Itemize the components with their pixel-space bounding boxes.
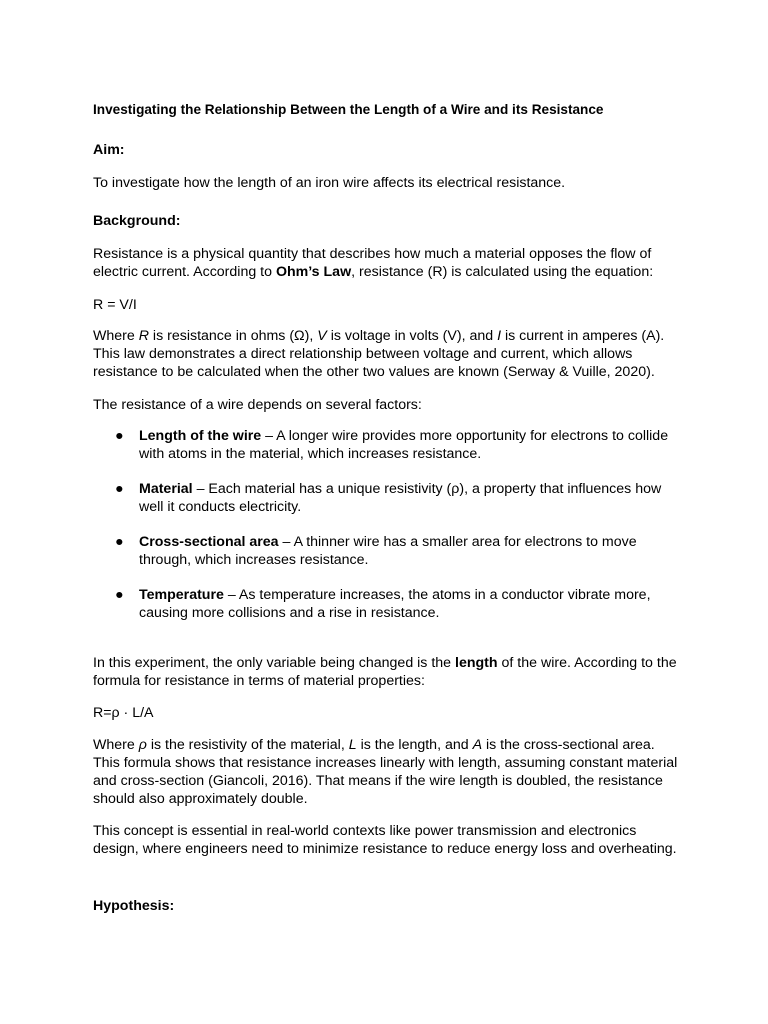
factor-term: Material bbox=[139, 481, 193, 497]
background-paragraph-2 bbox=[93, 327, 683, 381]
p5-text-c: is the cross-sectional area. This formula shows that resistance increases linearly with length, assuming constant material and cross-section (Giancoli, 2016). That means if the wire length is doubled, the resistance should also approximately double. bbox=[93, 737, 678, 807]
factor-term: Cross-sectional area bbox=[139, 534, 279, 550]
equation-ohms-law: R = V/I bbox=[93, 297, 137, 313]
p5-symbol-a: A bbox=[472, 737, 483, 753]
p5-text-a: is the resistivity of the material, bbox=[146, 737, 349, 753]
factor-text bbox=[139, 586, 677, 622]
factor-desc: – As temperature increases, the atoms in a conductor vibrate more, causing more collisions and a rise in resistance. bbox=[139, 587, 651, 621]
background-paragraph-4 bbox=[93, 654, 683, 690]
factor-desc: – A longer wire provides more opportunity for electrons to collide with atoms in the material, which increases resistance. bbox=[139, 428, 669, 462]
p4-text-b: of the wire. According to the formula for resistance in terms of material properties: bbox=[93, 655, 677, 689]
factor-text bbox=[139, 427, 677, 463]
p2-text-a: is resistance in ohms (Ω), bbox=[148, 328, 318, 344]
aim-heading: Aim: bbox=[93, 142, 125, 158]
background-paragraph-6: This concept is essential in real-world contexts like power transmission and electronics design, where engineers need to minimize resistance to reduce energy loss and overheating. bbox=[93, 823, 677, 857]
bullet-icon: ● bbox=[115, 534, 124, 550]
bullet-icon: ● bbox=[115, 481, 124, 497]
p2-where: Where bbox=[93, 328, 139, 344]
p2-text-c: is current in amperes (A). This law demonstrates a direct relationship between voltage and current, which allows resistance to be calculated when the other two values are known (Serway & Vuille, 2020). bbox=[93, 328, 665, 380]
p1-text-a: Resistance is a physical quantity that describes how much a material opposes the flow of electric current. According to bbox=[93, 246, 652, 280]
background-paragraph-1 bbox=[93, 245, 683, 281]
factor-term: Temperature bbox=[139, 587, 224, 603]
factor-desc: – A thinner wire has a smaller area for electrons to move through, which increases resistance. bbox=[139, 534, 637, 568]
ohms-law-term: Ohm’s Law bbox=[275, 264, 352, 280]
p4-text-a: In this experiment, the only variable being changed is the bbox=[93, 655, 456, 671]
document-title: Investigating the Relationship Between the Length of a Wire and its Resistance bbox=[93, 102, 604, 117]
length-term: length bbox=[455, 655, 498, 671]
background-paragraph-3: The resistance of a wire depends on several factors: bbox=[93, 397, 422, 413]
background-paragraph-5 bbox=[93, 736, 683, 808]
factor-term: Length of the wire bbox=[139, 428, 262, 444]
p2-text-b: is voltage in volts (V), and bbox=[326, 328, 498, 344]
p5-symbol-rho: ρ bbox=[138, 737, 147, 753]
bullet-icon: ● bbox=[115, 587, 124, 603]
factor-desc: – Each material has a unique resistivity (ρ), a property that influences how well it conducts electricity. bbox=[139, 481, 662, 515]
p2-symbol-i: I bbox=[497, 328, 502, 344]
hypothesis-heading: Hypothesis: bbox=[93, 898, 175, 914]
p5-text-b: is the length, and bbox=[356, 737, 473, 753]
factor-text bbox=[139, 480, 677, 516]
document-page bbox=[93, 0, 683, 1024]
equation-resistivity: R=ρ · L/A bbox=[93, 705, 154, 721]
bullet-icon: ● bbox=[115, 428, 124, 444]
background-heading: Background: bbox=[93, 213, 181, 229]
p2-symbol-v: V bbox=[317, 328, 327, 344]
factor-text bbox=[139, 533, 677, 569]
p5-where: Where bbox=[93, 737, 139, 753]
p1-text-b: , resistance (R) is calculated using the equation: bbox=[351, 264, 654, 280]
p5-symbol-l: L bbox=[348, 737, 357, 753]
p2-symbol-r: R bbox=[138, 328, 149, 344]
aim-text: To investigate how the length of an iron wire affects its electrical resistance. bbox=[93, 175, 566, 191]
